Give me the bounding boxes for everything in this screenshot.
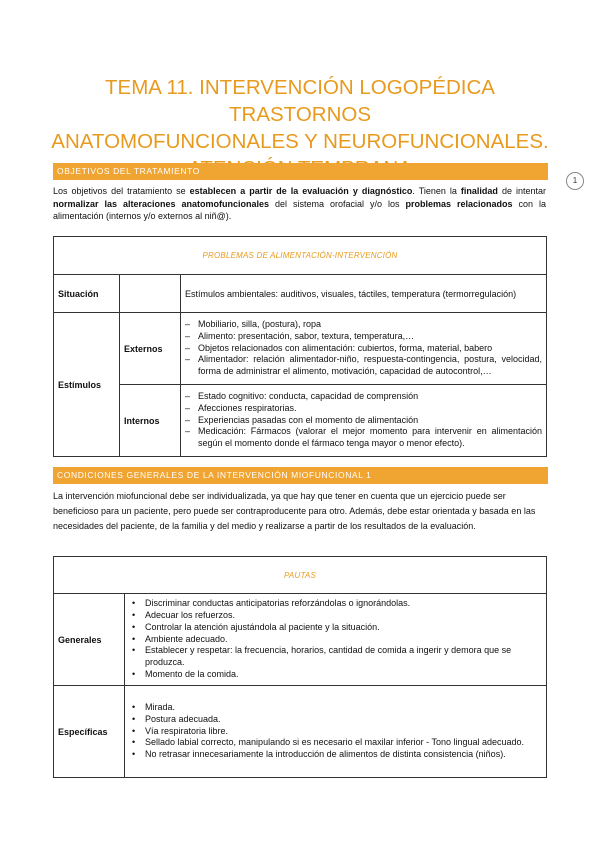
estimulos-label: Estímulos — [54, 313, 120, 457]
internos-list — [185, 391, 542, 450]
list-item: • Mirada. — [129, 702, 542, 714]
list-item: • Vía respiratoria libre. — [129, 726, 542, 738]
problemas-table-header: PROBLEMAS DE ALIMENTACIÓN-INTERVENCIÓN — [54, 237, 547, 275]
title-line-2: ANATOMOFUNCIONALES Y NEUROFUNCIONALES. — [51, 130, 549, 153]
list-item: – Alimentador: relación alimentador-niño, respuesta-contingencia, postura, velocidad, forma de administrar el alimento, motivación, capacidad de autocontrol,… — [185, 354, 542, 378]
list-item: – Objetos relacionados con alimentación: cubiertos, forma, material, babero — [185, 343, 542, 355]
generales-label: Generales — [54, 594, 125, 686]
list-item: – Experiencias pasadas con el momento de alimentación — [185, 415, 542, 427]
internos-cell — [181, 385, 547, 457]
especificas-label: Específicas — [54, 686, 125, 778]
title-line-1: TEMA 11. INTERVENCIÓN LOGOPÉDICA TRASTORNOS — [105, 76, 495, 126]
list-item: • Adecuar los refuerzos. — [129, 610, 542, 622]
list-item: • Discriminar conductas anticipatorias reforzándolas o ignorándolas. — [129, 598, 542, 610]
list-item: – Afecciones respiratorias. — [185, 403, 542, 415]
list-item: • Ambiente adecuado. — [129, 634, 542, 646]
section-heading-objetivos: OBJETIVOS DEL TRATAMIENTO — [53, 163, 548, 180]
situacion-empty-cell — [120, 275, 181, 313]
pautas-table — [53, 556, 547, 778]
externos-list — [185, 319, 542, 378]
situacion-label: Situación — [54, 275, 120, 313]
problemas-table — [53, 236, 547, 457]
list-item: – Alimento: presentación, sabor, textura, temperatura,… — [185, 331, 542, 343]
list-item: • Sellado labial correcto, manipulando si es necesario el maxilar inferior - Tono lingual adecuado. — [129, 737, 542, 749]
list-item: • No retrasar innecesariamente la introducción de alimentos de distinta consistencia (niños). — [129, 749, 542, 761]
situacion-text: Estímulos ambientales: auditivos, visuales, táctiles, temperatura (termorregulación) — [181, 275, 547, 313]
section-heading-condiciones: CONDICIONES GENERALES DE LA INTERVENCIÓN MIOFUNCIONAL 1 — [53, 467, 548, 484]
list-item: – Medicación: Fármacos (valorar el mejor momento para intervenir en alimentación según el momento donde el fármaco tenga mayor o menor efecto). — [185, 426, 542, 450]
internos-label: Internos — [120, 385, 181, 457]
generales-list — [129, 598, 542, 681]
list-item: • Controlar la atención ajustándola al paciente y la situación. — [129, 622, 542, 634]
condiciones-paragraph: La intervención miofuncional debe ser individualizada, ya que hay que tener en cuenta que un ejercicio puede ser beneficioso para un paciente, pero puede ser contraproducente para otro. Además, debe estar orientada y basada en las necesidades del paciente, de la familia y del medio y realizarse a partir de los resultados de la evaluación. — [53, 491, 536, 531]
externos-cell — [181, 313, 547, 385]
list-item: – Mobiliario, silla, (postura), ropa — [185, 319, 542, 331]
list-item: • Postura adecuada. — [129, 714, 542, 726]
especificas-list — [129, 702, 542, 761]
list-item: • Momento de la comida. — [129, 669, 542, 681]
externos-label: Externos — [120, 313, 181, 385]
generales-cell — [125, 594, 547, 686]
page-number: 1 — [566, 172, 584, 190]
list-item: • Establecer y respetar: la frecuencia, horarios, cantidad de comida a ingerir y demora que se produzca. — [129, 645, 542, 669]
objetivos-paragraph: Los objetivos del tratamiento se establecen a partir de la evaluación y diagnóstico. Tienen la finalidad de intentar normalizar las alteraciones anatomofuncionales del sistema orofacial y/o los problemas relacionados con la alimentación (internos y/o externos al niñ@). — [53, 186, 546, 221]
especificas-cell — [125, 686, 547, 778]
pautas-table-header: PAUTAS — [54, 557, 547, 594]
list-item: – Estado cognitivo: conducta, capacidad de comprensión — [185, 391, 542, 403]
